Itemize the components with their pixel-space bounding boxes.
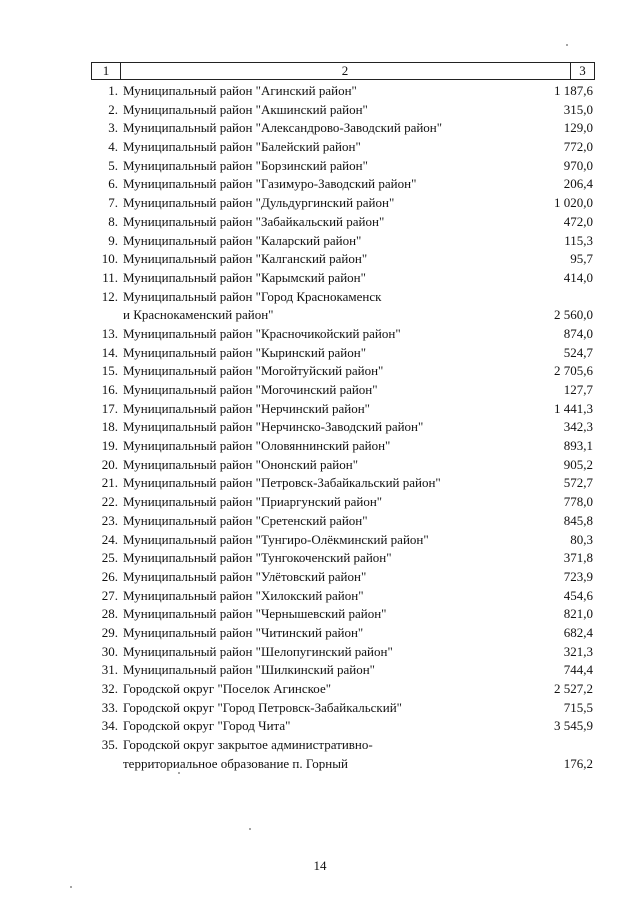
- row-value: 315,0: [563, 101, 593, 117]
- row-name-line: Муниципальный район "Чернышевский район": [123, 606, 387, 622]
- table-row: [0, 643, 640, 662]
- row-name-line: Муниципальный район "Город Краснокаменск: [123, 288, 382, 304]
- row-name: [123, 82, 533, 101]
- row-name: [123, 362, 533, 381]
- row-name: [123, 232, 533, 251]
- row-value: 206,4: [563, 176, 593, 192]
- row-name-line: Муниципальный район "Тунгиро-Олёкминский район": [123, 531, 429, 547]
- row-name-line: Муниципальный район "Могочинский район": [123, 382, 378, 398]
- row-name-line: Городской округ "Поселок Агинское": [123, 681, 332, 697]
- row-name-line: Муниципальный район "Петровск-Забайкальский район": [123, 475, 441, 491]
- row-name: [123, 493, 533, 512]
- row-number: 17.: [101, 400, 118, 416]
- row-number: 12.: [101, 288, 118, 304]
- table-row: [0, 568, 640, 587]
- row-name: [123, 587, 533, 606]
- row-name-line: Муниципальный район "Шелопугинский район": [123, 643, 393, 659]
- table-row: [0, 101, 640, 120]
- row-number: 10.: [101, 251, 118, 267]
- row-value: 1 020,0: [554, 195, 593, 211]
- row-name-line: Муниципальный район "Борзинский район": [123, 157, 368, 173]
- row-value: 371,8: [563, 550, 593, 566]
- row-name-line: Муниципальный район "Нерчинско-Заводский район": [123, 419, 424, 435]
- table-row: [0, 194, 640, 213]
- row-name-line: Городской округ "Город Чита": [123, 718, 291, 734]
- row-value: 342,3: [563, 419, 593, 435]
- row-number: 3.: [108, 120, 118, 136]
- scan-speck: [566, 44, 568, 46]
- row-name-line: Муниципальный район "Приаргунский район": [123, 494, 383, 510]
- header-col-1: 1: [92, 63, 121, 79]
- row-value: 2 527,2: [554, 681, 593, 697]
- row-value: 472,0: [563, 213, 593, 229]
- row-value: 744,4: [563, 662, 593, 678]
- row-number: 28.: [101, 606, 118, 622]
- row-name-line: Муниципальный район "Каларский район": [123, 232, 362, 248]
- row-value: 80,3: [570, 531, 593, 547]
- row-name: [123, 101, 533, 120]
- row-name: [123, 549, 533, 568]
- row-number: 24.: [101, 531, 118, 547]
- table-row: [0, 474, 640, 493]
- row-name: [123, 194, 533, 213]
- row-name: [123, 269, 533, 288]
- row-value: 874,0: [563, 325, 593, 341]
- row-name-line: Муниципальный район "Улётовский район": [123, 568, 367, 584]
- table-row: [0, 680, 640, 699]
- row-number: 13.: [101, 325, 118, 341]
- row-value: 127,7: [563, 382, 593, 398]
- table-row: [0, 250, 640, 269]
- row-number: 2.: [108, 101, 118, 117]
- row-name: [123, 288, 533, 325]
- row-value: 2 705,6: [554, 363, 593, 379]
- row-name: [123, 119, 533, 138]
- row-name: [123, 531, 533, 550]
- table-row: [0, 400, 640, 419]
- row-name: [123, 175, 533, 194]
- row-name-line: Муниципальный район "Кыринский район": [123, 344, 367, 360]
- row-number: 15.: [101, 363, 118, 379]
- row-name: [123, 474, 533, 493]
- table-row: [0, 717, 640, 736]
- table-row: [0, 175, 640, 194]
- row-number: 22.: [101, 494, 118, 510]
- table-row: [0, 736, 640, 773]
- row-name: [123, 661, 533, 680]
- header-col-2: 2: [120, 63, 571, 79]
- row-number: 8.: [108, 213, 118, 229]
- row-name-line: Муниципальный район "Красночикойский район": [123, 325, 401, 341]
- row-value: 572,7: [563, 475, 593, 491]
- table-row: [0, 531, 640, 550]
- row-name-line: Муниципальный район "Газимуро-Заводский район": [123, 176, 417, 192]
- row-number: 31.: [101, 662, 118, 678]
- row-name: [123, 643, 533, 662]
- table-row: [0, 325, 640, 344]
- row-value: 821,0: [563, 606, 593, 622]
- header-col-3: 3: [579, 63, 586, 78]
- table-row: [0, 437, 640, 456]
- row-number: 11.: [102, 269, 118, 285]
- table-row: [0, 232, 640, 251]
- row-name-line: Муниципальный район "Агинский район": [123, 83, 357, 98]
- row-number: 4.: [108, 139, 118, 155]
- row-name: [123, 400, 533, 419]
- row-value: 893,1: [563, 438, 593, 454]
- table-row: [0, 418, 640, 437]
- row-name-line: Муниципальный район "Шилкинский район": [123, 662, 375, 678]
- table-row: [0, 157, 640, 176]
- table-row: [0, 381, 640, 400]
- row-value: 970,0: [563, 157, 593, 173]
- table-row: [0, 213, 640, 232]
- row-name-line: Муниципальный район "Калганский район": [123, 251, 368, 267]
- row-value: 682,4: [563, 624, 593, 640]
- table-row: [0, 661, 640, 680]
- row-name: [123, 381, 533, 400]
- row-name-line: Городской округ закрытое административно-: [123, 737, 373, 753]
- row-name-line: Муниципальный район "Тунгокоченский район": [123, 550, 392, 566]
- table-row: [0, 82, 640, 101]
- row-value: 778,0: [563, 494, 593, 510]
- row-value: 129,0: [563, 120, 593, 136]
- row-name-line: Муниципальный район "Акшинский район": [123, 101, 368, 117]
- scan-speck: [178, 772, 180, 774]
- row-number: 19.: [101, 438, 118, 454]
- row-value: 176,2: [563, 755, 593, 771]
- row-name-line: Муниципальный район "Карымский район": [123, 269, 366, 285]
- row-number: 18.: [101, 419, 118, 435]
- table-row: [0, 699, 640, 718]
- row-number: 5.: [108, 157, 118, 173]
- scan-speck: [249, 828, 251, 830]
- row-name: [123, 512, 533, 531]
- row-value: 115,3: [564, 232, 593, 248]
- row-value: 414,0: [563, 269, 593, 285]
- row-value: 845,8: [563, 512, 593, 528]
- row-number: 7.: [108, 195, 118, 211]
- table-row: [0, 624, 640, 643]
- row-name-line: Муниципальный район "Хилокский район": [123, 587, 364, 603]
- table-body: [0, 82, 640, 773]
- row-number: 16.: [101, 382, 118, 398]
- row-name: [123, 717, 533, 736]
- row-number: 25.: [101, 550, 118, 566]
- row-value: 3 545,9: [554, 718, 593, 734]
- row-name: [123, 138, 533, 157]
- row-number: 6.: [108, 176, 118, 192]
- row-value: 95,7: [570, 251, 593, 267]
- row-number: 29.: [101, 624, 118, 640]
- row-number: 21.: [101, 475, 118, 491]
- row-name-line: Муниципальный район "Забайкальский район": [123, 213, 385, 229]
- row-value: 2 560,0: [554, 307, 593, 323]
- row-name-line: Муниципальный район "Нерчинский район": [123, 400, 370, 416]
- table-header: [91, 62, 595, 80]
- table-row: [0, 493, 640, 512]
- scan-speck: [70, 886, 72, 888]
- row-name: [123, 568, 533, 587]
- table-row: [0, 119, 640, 138]
- row-name-line: Муниципальный район "Ононский район": [123, 456, 359, 472]
- table-row: [0, 138, 640, 157]
- row-number: 26.: [101, 568, 118, 584]
- row-name: [123, 736, 533, 773]
- row-name: [123, 624, 533, 643]
- row-value: 723,9: [563, 568, 593, 584]
- row-name: [123, 344, 533, 363]
- row-name: [123, 699, 533, 718]
- row-value: 1 441,3: [554, 400, 593, 416]
- row-number: 20.: [101, 456, 118, 472]
- row-number: 32.: [101, 681, 118, 697]
- row-number: 23.: [101, 512, 118, 528]
- row-name: [123, 418, 533, 437]
- row-name-line: Муниципальный район "Дульдургинский район": [123, 195, 395, 211]
- table-row: [0, 587, 640, 606]
- row-number: 30.: [101, 643, 118, 659]
- row-number: 35.: [101, 737, 118, 753]
- row-number: 33.: [101, 699, 118, 715]
- table-row: [0, 288, 640, 325]
- row-name: [123, 456, 533, 475]
- row-number: 1.: [108, 83, 118, 98]
- row-name-line: Муниципальный район "Оловяннинский район": [123, 438, 391, 454]
- row-name-line: Муниципальный район "Балейский район": [123, 139, 361, 155]
- row-name: [123, 680, 533, 699]
- row-name-line: и Краснокаменский район": [123, 307, 274, 323]
- table-row: [0, 456, 640, 475]
- row-value: 321,3: [563, 643, 593, 659]
- row-name: [123, 157, 533, 176]
- row-value: 715,5: [563, 699, 593, 715]
- table-row: [0, 549, 640, 568]
- page-number: 14: [313, 858, 327, 873]
- row-number: 14.: [101, 344, 118, 360]
- row-number: 27.: [101, 587, 118, 603]
- row-name-line: территориальное образование п. Горный: [123, 755, 348, 771]
- row-value: 905,2: [563, 456, 593, 472]
- row-name-line: Муниципальный район "Могойтуйский район": [123, 363, 384, 379]
- row-number: 9.: [108, 232, 118, 248]
- row-name: [123, 250, 533, 269]
- row-number: 34.: [101, 718, 118, 734]
- table-row: [0, 512, 640, 531]
- row-name-line: Муниципальный район "Сретенский район": [123, 512, 368, 528]
- row-value: 524,7: [563, 344, 593, 360]
- row-name-line: Муниципальный район "Читинский район": [123, 624, 364, 640]
- row-value: 454,6: [563, 587, 593, 603]
- row-value: 772,0: [563, 139, 593, 155]
- row-name-line: Муниципальный район "Александрово-Заводский район": [123, 120, 443, 136]
- row-name-line: Городской округ "Город Петровск-Забайкальский": [123, 699, 402, 715]
- table-row: [0, 344, 640, 363]
- row-name: [123, 325, 533, 344]
- table-row: [0, 362, 640, 381]
- row-value: 1 187,6: [554, 83, 593, 98]
- row-name: [123, 605, 533, 624]
- table-row: [0, 605, 640, 624]
- row-name: [123, 437, 533, 456]
- table-row: [0, 269, 640, 288]
- row-name: [123, 213, 533, 232]
